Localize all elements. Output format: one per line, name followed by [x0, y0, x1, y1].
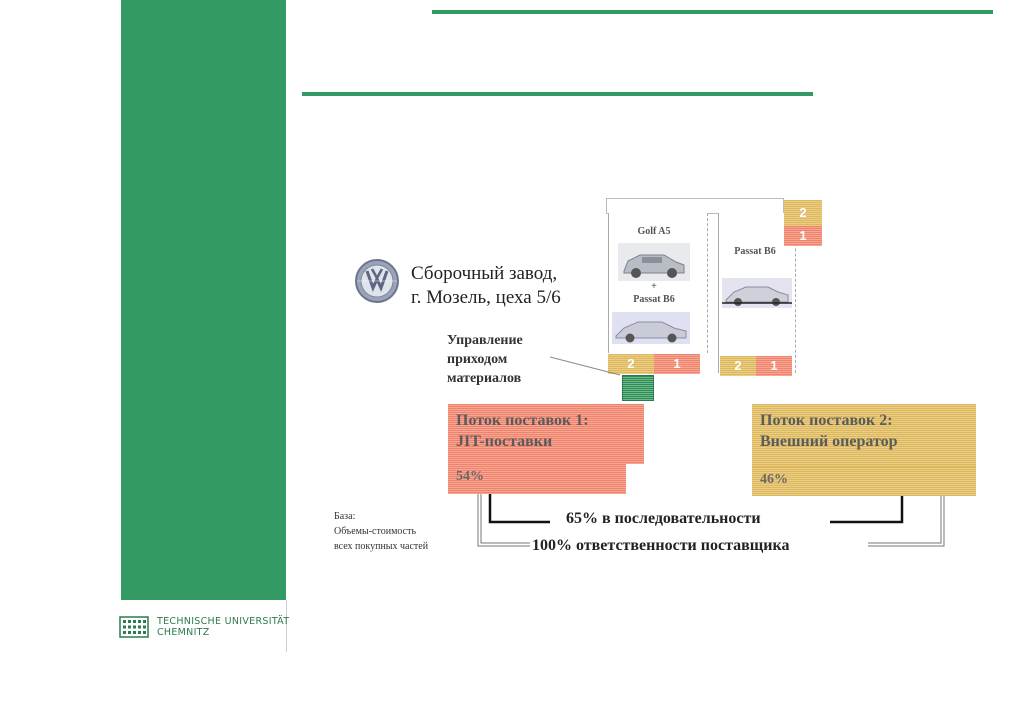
material-control-connector — [550, 355, 622, 377]
base-note — [334, 509, 428, 554]
top-rule — [432, 10, 993, 14]
base-note-line1: База: — [334, 511, 356, 522]
flow2-title-line1: Поток поставок 2: — [760, 412, 893, 429]
summary-sequence: 65% в последовательности — [566, 510, 761, 527]
base-note-line2: Объемы-стоимость — [334, 526, 417, 537]
base-note-line3: всех покупных частей — [334, 541, 429, 552]
material-control-line2: приходом — [447, 352, 508, 367]
flow1-box — [448, 404, 644, 464]
university-name — [157, 616, 289, 638]
passat-left-car-icon — [612, 312, 690, 344]
flow2-percent: 46% — [760, 472, 788, 487]
slot-left-1: 1 — [654, 354, 700, 374]
plus-label: + — [651, 281, 657, 292]
material-control-line3: материалов — [447, 371, 522, 386]
flow1-title-line1: Поток поставок 1: — [456, 412, 589, 429]
building-roof — [606, 198, 784, 214]
plant-name-line2: г. Мозель, цеха 5/6 — [411, 287, 561, 308]
title-rule — [302, 92, 813, 96]
university-name-line1: TECHNISCHE UNIVERSITÄT — [157, 616, 290, 627]
material-control-label — [447, 331, 523, 388]
plant-name-line1: Сборочный завод, — [411, 263, 558, 284]
slot-top-1: 1 — [784, 226, 822, 246]
flow2-title-line2: Внешний оператор — [760, 433, 898, 450]
passat-right-car-icon — [722, 278, 792, 308]
university-logo-icon — [119, 616, 149, 638]
golf-car-icon — [618, 243, 690, 281]
sidebar-band — [121, 0, 286, 600]
slot-left-2: 2 — [608, 354, 654, 374]
flow2-percent-box — [752, 467, 976, 496]
flow1-percent: 54% — [456, 469, 484, 484]
golf-label: Golf A5 — [637, 226, 671, 237]
slot-top-2: 2 — [784, 200, 822, 226]
passat-right-label: Passat B6 — [734, 246, 776, 257]
flow1-title-line2: JIT-поставки — [456, 433, 553, 450]
material-control-line1: Управление — [447, 333, 523, 348]
flow2-box — [752, 404, 976, 467]
summary-responsibility: 100% ответственности поставщика — [532, 537, 790, 554]
slot-right-1: 1 — [756, 356, 792, 376]
slot-right-2: 2 — [720, 356, 756, 376]
plant-name — [411, 262, 561, 310]
passat-left-label: Passat B6 — [633, 294, 675, 305]
flow1-percent-box — [448, 464, 626, 494]
vw-logo-icon — [354, 258, 400, 304]
university-name-line2: CHEMNITZ — [157, 627, 210, 638]
material-control-marker — [622, 375, 654, 401]
